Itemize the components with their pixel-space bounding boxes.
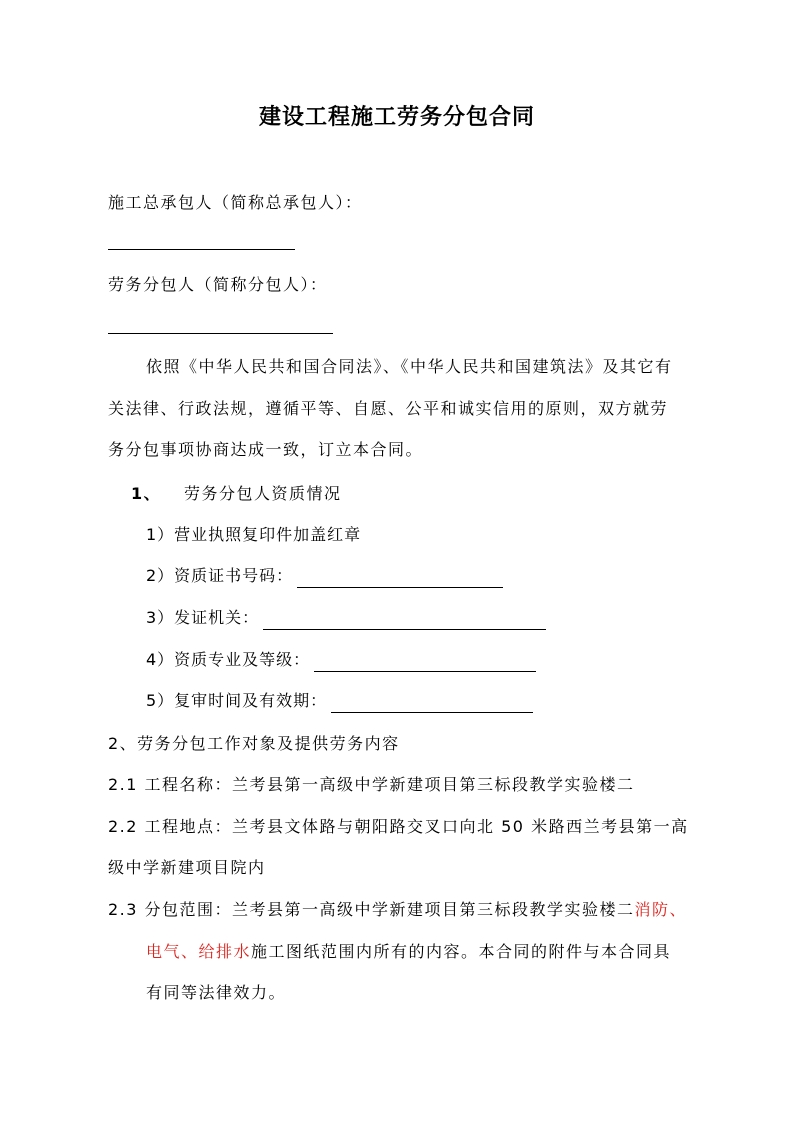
qualification-item-1: 1）营业执照复印件加盖红章 [146,525,362,544]
scope-line-2-text: 施工图纸范围内所有的内容。本合同的附件与本合同具 [251,942,672,961]
issuing-authority-blank[interactable] [263,611,546,630]
section-1-number: 1、 [131,484,162,503]
subcontractor-name-blank[interactable] [108,333,333,334]
preamble-line-2: 关法律、行政法规，遵循平等、自愿、公平和诚实信用的原则，双方就劳 [108,399,669,418]
contractor-name-blank[interactable] [108,249,295,250]
scope-line-1-text: 2.3 分包范围：兰考县第一高级中学新建项目第三标段教学实验楼二 [108,900,635,919]
document-title: 建设工程施工劳务分包合同 [258,104,535,130]
qualification-item-3 [146,606,546,630]
qualification-item-2 [146,564,503,588]
section-1-title: 劳务分包人资质情况 [184,484,342,503]
scope-line-1 [108,898,687,922]
qualification-grade-blank[interactable] [314,653,536,672]
section-2-title: 2、劳务分包工作对象及提供劳务内容 [108,734,400,753]
qualification-item-4-label: 4）资质专业及等级： [146,650,311,669]
preamble-line-3: 务分包事项协商达成一致，订立本合同。 [108,440,424,459]
scope-highlight-fire: 消防、 [634,900,688,919]
scope-line-3: 有同等法律效力。 [146,983,287,1002]
preamble-line-1: 依照《中华人民共和国合同法》、《中华人民共和国建筑法》及其它有 [146,357,673,376]
review-validity-blank[interactable] [331,694,533,713]
subcontractor-label: 劳务分包人（简称分包人）： [108,275,328,294]
project-location-line-2: 级中学新建项目院内 [108,858,266,877]
scope-highlight-electrical-plumbing: 电气、给排水 [146,942,252,961]
project-location-line-1: 2.2 工程地点：兰考县文体路与朝阳路交叉口向北 50 米路西兰考县第一高 [108,817,689,836]
scope-line-2 [146,940,671,964]
project-name: 2.1 工程名称：兰考县第一高级中学新建项目第三标段教学实验楼二 [108,775,635,794]
qualification-item-5 [146,689,533,713]
qualification-item-5-label: 5）复审时间及有效期： [146,691,328,710]
qualification-item-2-label: 2）资质证书号码： [146,566,294,585]
certificate-number-blank[interactable] [297,569,503,588]
qualification-item-3-label: 3）发证机关： [146,608,260,627]
contractor-label: 施工总承包人（简称总承包人）： [108,193,363,212]
qualification-item-4 [146,648,536,672]
